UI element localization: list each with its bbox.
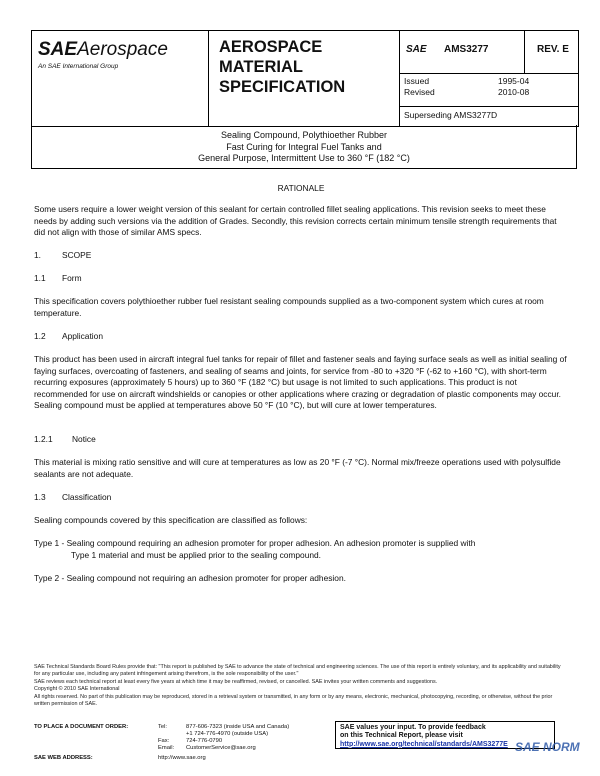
- footer-rights: All rights reserved. No part of this publication may be reproduced, stored in a retrieval system or transmitted, in any form or by any means, electronic, mechanical, photocopying, recording, or otherwise, without the prior written permission of SAE.: [34, 693, 553, 708]
- tel-value: 877-606-7323 (inside USA and Canada): [186, 724, 290, 730]
- revision-label: REV. E: [537, 44, 569, 55]
- fax-value: 724-776-0790: [186, 738, 223, 744]
- web-label: SAE WEB ADDRESS:: [34, 755, 93, 761]
- fax-label: Fax:: [158, 738, 170, 744]
- logo-tagline: An SAE International Group: [38, 63, 119, 70]
- revised-date: 2010-08: [498, 87, 530, 97]
- type-2-definition: Type 2 - Sealing compound not requiring an adhesion promoter for proper adhesion.: [34, 573, 346, 583]
- section-1-1-heading: 1.1 Form: [34, 273, 82, 283]
- issued-date: 1995-04: [498, 76, 530, 86]
- section-1-heading: 1. SCOPE: [34, 250, 92, 260]
- doc-number-row: [400, 31, 579, 74]
- legal-footer: [34, 664, 568, 708]
- rationale-text: Some users require a lower weight version of this sealant for certain controlled fillet sealing applications. This revision seeks to meet these needs by adding such versions via the addition of Grades. Secondly, this revision corrects certain minimum tensile strength requirements that did not align with those of similar AMS specs.: [34, 204, 557, 237]
- footer-review: SAE reviews each technical report at least every five years at which time it may be reaffirmed, revised, or cancelled. SAE invites your written comments and suggestions.: [34, 678, 438, 685]
- sae-norm-watermark: SAE NORM: [515, 740, 580, 754]
- order-contact-block: [34, 724, 334, 768]
- section-1-2-text: This product has been used in aircraft integral fuel tanks for repair of fillet and fastener seals and faying surface seals as well as initial sealing of faying surfaces, overcoating of fasteners, and sealing of seams and joints, for service from -80 to +320 °F (-62 to +160 °C), with short-term recurring exposures (approximately 5 hours) up to 360 °F (182 °C) but usage is not limited to such applications. This product is not recommended for use on aircraft windshields or canopies or other applications where crazing or degradation of plastic components may occur. Sealing compound must be applied at temperatures above 50 °F (10 °C), but will cure at lower temperatures.: [34, 354, 567, 410]
- rationale-heading: RATIONALE: [277, 183, 325, 193]
- doc-info-cell: [399, 31, 579, 126]
- feedback-link[interactable]: http://www.sae.org/technical/standards/AMS3277E: [340, 740, 508, 748]
- footer-rules: SAE Technical Standards Board Rules provide that: "This report is published by SAE to advance the state of technical and engineering sciences. The use of this report is entirely voluntary, and its applicability and suitability for any particular use, including any patent infringement arising therefrom, is the sole responsibility of the user.": [34, 664, 561, 678]
- superseding-note: Superseding AMS3277D: [404, 110, 498, 120]
- section-1-3-text: Sealing compounds covered by this specification are classified as follows:: [34, 515, 308, 525]
- order-label: TO PLACE A DOCUMENT ORDER:: [34, 724, 129, 730]
- email-label: Email:: [158, 745, 175, 751]
- issue-dates: [400, 73, 579, 107]
- tel-label: Tel:: [158, 724, 168, 730]
- section-1-2-1-text: This material is mixing ratio sensitive and will cure at temperatures as low as 20 °F (-7 °C). Normal mix/freeze operations used with polysulfide sealants are not adequate.: [34, 457, 561, 479]
- issued-label: Issued: [404, 76, 430, 86]
- spec-type-title: AEROSPACE MATERIAL SPECIFICATION: [219, 38, 346, 96]
- doc-number: AMS3277: [444, 44, 489, 55]
- type-1-definition: Type 1 - Sealing compound requiring an adhesion promoter for proper adhesion. An adhesion promoter is supplied with Type 1 material and must be applied prior to the sealing compound.: [34, 538, 476, 560]
- revision-box: [524, 31, 580, 73]
- title-cell: [209, 31, 409, 126]
- spec-header: [31, 30, 579, 127]
- sae-aerospace-logo: SAEAerospace: [38, 39, 168, 60]
- section-1-2-1-heading: 1.2.1 Notice: [34, 434, 96, 444]
- section-1-1-text: This specification covers polythioether rubber fuel resistant sealing compounds supplied as a two-component system which cures at room temperature.: [34, 296, 544, 318]
- sae-mini-logo: SAE: [406, 44, 427, 55]
- section-1-3-heading: 1.3 Classification: [34, 492, 112, 502]
- web-link[interactable]: http://www.sae.org: [158, 755, 206, 761]
- section-1-2-heading: 1.2 Application: [34, 331, 103, 341]
- feedback-box: SAE values your input. To provide feedback on this Technical Report, please visit http://www.sae.org/technical/standards/AMS3277E: [335, 721, 555, 749]
- footer-copyright: Copyright © 2010 SAE International: [34, 686, 120, 693]
- revised-label: Revised: [404, 87, 435, 97]
- tel2-value: +1 724-776-4970 (outside USA): [186, 731, 269, 737]
- email-value[interactable]: CustomerService@sae.org: [186, 745, 256, 751]
- document-subject: Sealing Compound, Polythioether Rubber Fast Curing for Integral Fuel Tanks and General Purpose, Intermittent Use to 360 °F (182 °C): [31, 125, 577, 169]
- logo-cell: [32, 31, 209, 126]
